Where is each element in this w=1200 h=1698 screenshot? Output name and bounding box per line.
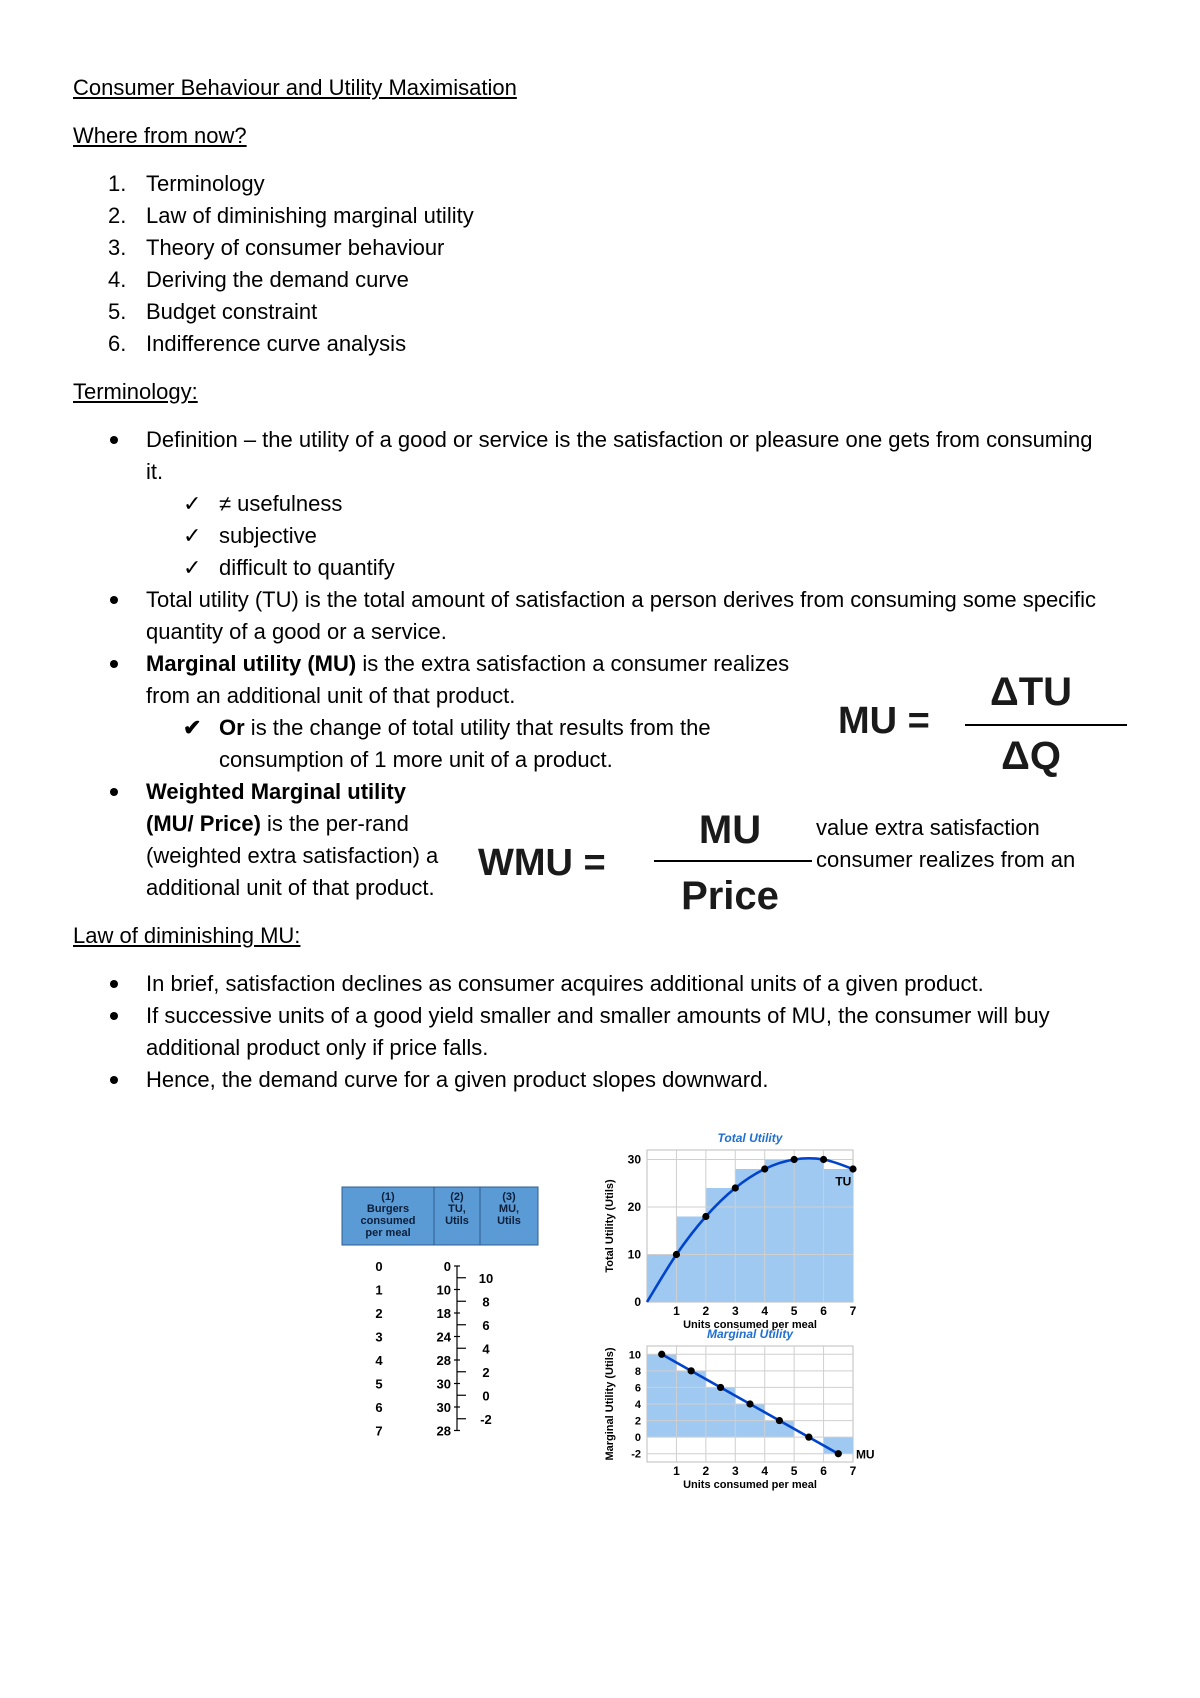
table-header-text: consumed — [360, 1215, 416, 1227]
table-units-column — [375, 1259, 383, 1439]
mu-term: Marginal utility (MU) — [146, 651, 357, 676]
fraction-line — [965, 724, 1127, 726]
wmu-formula-denominator: Price — [681, 874, 779, 918]
x-tick-label: 7 — [849, 1464, 857, 1478]
y-tick-label: 0 — [634, 1432, 641, 1445]
table-header-text: per meal — [365, 1227, 411, 1239]
x-tick-label: 2 — [702, 1464, 710, 1478]
fraction-line — [654, 860, 812, 862]
where-heading: Where from now? — [73, 123, 247, 148]
bullet-icon — [110, 660, 118, 668]
check-icon: ✔ — [183, 715, 202, 740]
tu-bar — [676, 1217, 705, 1303]
table-cell-mu: 10 — [478, 1270, 494, 1286]
x-tick-label: 6 — [820, 1304, 827, 1318]
series-label: TU — [835, 1174, 852, 1189]
tu-definition: Total utility (TU) is the total amount of satisfaction a person derives from consuming some specific — [146, 587, 1097, 612]
x-axis-label: Units consumed per meal — [683, 1479, 817, 1491]
table-cell-mu: 8 — [482, 1294, 490, 1310]
outline-item: Indifference curve analysis — [146, 331, 407, 356]
mu-alt-definition-cont: consumption of 1 more unit of a product. — [219, 747, 613, 772]
check-item: subjective — [219, 523, 317, 548]
table-cell-mu: 4 — [482, 1341, 490, 1357]
y-tick-label: -2 — [631, 1448, 641, 1461]
outline-number: 6. — [108, 331, 127, 356]
y-tick-label: 0 — [634, 1295, 641, 1309]
definition-text-cont: it. — [146, 459, 164, 484]
mu-definition-cont: from an additional unit of that product. — [146, 683, 516, 708]
x-tick-label: 4 — [761, 1304, 769, 1318]
mu-bar — [647, 1354, 676, 1437]
table-cell-units: 3 — [375, 1329, 383, 1345]
x-tick-label: 6 — [820, 1464, 827, 1478]
bullet-icon — [110, 596, 118, 604]
table-cell-mu: 6 — [482, 1317, 490, 1333]
tu-bar — [706, 1188, 735, 1302]
table-cell-tu: 28 — [436, 1423, 451, 1439]
data-point — [688, 1367, 695, 1374]
mu-bar — [706, 1387, 735, 1437]
outline-item: Budget constraint — [146, 299, 318, 324]
data-point — [849, 1165, 856, 1172]
tu-bar — [824, 1169, 853, 1302]
y-tick-label: 10 — [628, 1349, 641, 1362]
table-cell-units: 6 — [375, 1400, 383, 1415]
tu-definition-cont: quantity of a good or a service. — [146, 619, 447, 644]
table-cell-tu: 28 — [436, 1353, 451, 1368]
series-label: MU — [855, 1447, 875, 1462]
data-point — [776, 1417, 783, 1424]
check-icon: ✓ — [183, 491, 202, 516]
table-cell-mu: 2 — [482, 1364, 490, 1380]
table-cell-tu: 10 — [436, 1282, 451, 1298]
x-tick-label: 4 — [761, 1464, 769, 1478]
x-tick-label: 2 — [702, 1304, 710, 1318]
wmu-text: is the per-rand — [260, 811, 409, 836]
table-cell-tu: 0 — [443, 1259, 451, 1274]
table-cell-mu: -2 — [480, 1411, 492, 1427]
x-tick-label: 1 — [673, 1464, 680, 1478]
data-point — [658, 1351, 665, 1358]
check-icon: ✓ — [183, 555, 202, 580]
table-cell-units: 2 — [375, 1306, 383, 1321]
x-tick-label: 3 — [731, 1304, 739, 1318]
outline-item: Theory of consumer behaviour — [146, 235, 445, 260]
wmu-definition-cont: (weighted extra satisfaction) a — [146, 843, 439, 868]
table-cell-tu: 18 — [436, 1306, 451, 1321]
or-term: Or — [219, 715, 245, 740]
bullet-icon — [110, 436, 118, 444]
tu-bar — [794, 1160, 823, 1303]
mu-alt-definition — [219, 712, 711, 744]
x-tick-label: 1 — [673, 1304, 680, 1318]
mu-definition — [146, 648, 789, 680]
table-cell-tu: 30 — [436, 1376, 451, 1392]
law-bullet: Hence, the demand curve for a given product slopes downward. — [146, 1067, 769, 1092]
table-header-text: (2) — [450, 1191, 464, 1203]
table-header-text: TU, — [448, 1203, 466, 1215]
wmu-definition — [146, 808, 409, 840]
table-cell-tu: 30 — [436, 1400, 451, 1415]
law-heading: Law of diminishing MU: — [73, 923, 301, 948]
y-tick-label: 10 — [627, 1247, 641, 1262]
table-cell-units: 4 — [375, 1353, 383, 1368]
wmu-formula-numerator: MU — [698, 808, 762, 852]
wmu-term: Weighted Marginal utility — [146, 779, 406, 804]
table-cell-units: 0 — [375, 1259, 383, 1274]
table-header-text: MU, — [498, 1203, 520, 1215]
chart-title: Total Utility — [717, 1131, 783, 1145]
table-header-text: (1) — [381, 1191, 395, 1203]
data-point — [732, 1184, 739, 1191]
y-tick-label: 4 — [634, 1399, 641, 1411]
outline-number: 2. — [108, 203, 127, 228]
table-cell-tu: 24 — [436, 1329, 451, 1345]
data-point — [761, 1165, 768, 1172]
table-header-text: (3) — [502, 1191, 516, 1203]
check-item: difficult to quantify — [219, 555, 395, 580]
data-point — [717, 1384, 724, 1391]
table-header-text: Burgers — [366, 1203, 410, 1215]
law-bullet: If successive units of a good yield smaller and smaller amounts of MU, the consumer will buy — [146, 1003, 1050, 1028]
table-mu-column — [457, 1271, 493, 1427]
outline-item: Law of diminishing marginal utility — [146, 203, 474, 228]
x-tick-label: 3 — [731, 1464, 739, 1478]
bullet-icon — [110, 1076, 118, 1084]
law-bullet-cont: additional product only if price falls. — [146, 1035, 489, 1060]
table-cell-units: 1 — [375, 1282, 383, 1298]
x-tick-label: 7 — [849, 1304, 857, 1318]
utility-table — [330, 1180, 550, 1439]
wmu-right-text: consumer realizes from an — [816, 847, 1076, 872]
chart-title: Marginal Utility — [706, 1327, 794, 1341]
check-icon: ✓ — [183, 523, 202, 548]
x-axis-label: Units consumed per meal — [683, 1319, 817, 1331]
data-point — [673, 1251, 680, 1258]
law-bullet: In brief, satisfaction declines as consumer acquires additional units of a given product. — [146, 971, 984, 996]
definition-text: Definition – the utility of a good or service is the satisfaction or pleasure one gets from consuming — [146, 427, 1093, 452]
outline-item: Deriving the demand curve — [146, 267, 409, 292]
data-point — [805, 1434, 812, 1441]
tu-bar — [735, 1169, 764, 1302]
wmu-ratio: (MU/ Price) — [146, 811, 261, 836]
y-tick-label: 30 — [627, 1152, 641, 1167]
data-point — [702, 1213, 709, 1220]
bullet-icon — [110, 1012, 118, 1020]
wmu-formula-lhs: WMU = — [478, 842, 606, 884]
y-tick-label: 6 — [634, 1382, 641, 1395]
mu-formula-denominator: ΔQ — [1001, 734, 1061, 778]
outline-number: 5. — [108, 299, 127, 324]
table-cell-mu: 0 — [482, 1388, 490, 1404]
doc-title: Consumer Behaviour and Utility Maximisation — [73, 75, 517, 100]
outline-number: 4. — [108, 267, 127, 292]
y-axis-label: Total Utility (Utils) — [604, 1179, 616, 1273]
terminology-heading: Terminology: — [73, 379, 198, 404]
table-header-text: Utils — [445, 1215, 469, 1227]
mu-formula-lhs: MU = — [838, 700, 930, 742]
data-point — [820, 1156, 827, 1163]
total-utility-chart — [595, 1120, 895, 1342]
marginal-utility-chart — [595, 1326, 895, 1508]
data-point — [835, 1450, 842, 1457]
y-tick-label: 20 — [627, 1200, 641, 1214]
table-tu-column — [437, 1259, 452, 1439]
check-item: ≠ usefulness — [219, 491, 343, 516]
bullet-icon — [110, 980, 118, 988]
table-header-text: Utils — [497, 1215, 521, 1227]
data-point — [746, 1400, 753, 1407]
wmu-right-text: value extra satisfaction — [816, 815, 1040, 840]
wmu-definition-cont: additional unit of that product. — [146, 875, 435, 900]
y-axis-label: Marginal Utility (Utils) — [604, 1347, 616, 1461]
outline-number: 1. — [108, 171, 127, 196]
tu-bar — [765, 1160, 794, 1303]
y-tick-label: 8 — [634, 1365, 641, 1378]
mu-text: is the extra satisfaction a consumer realizes — [356, 651, 790, 676]
bullet-icon — [110, 788, 118, 796]
outline-item: Terminology — [146, 171, 265, 196]
x-tick-label: 5 — [790, 1304, 798, 1318]
table-cell-units: 5 — [375, 1376, 383, 1392]
outline-number: 3. — [108, 235, 127, 260]
mu-formula-numerator: ΔTU — [989, 670, 1073, 714]
data-point — [791, 1156, 798, 1163]
table-cell-units: 7 — [375, 1423, 383, 1439]
or-text: is the change of total utility that results from the — [244, 715, 711, 740]
y-tick-label: 2 — [634, 1415, 641, 1428]
x-tick-label: 5 — [790, 1464, 798, 1478]
